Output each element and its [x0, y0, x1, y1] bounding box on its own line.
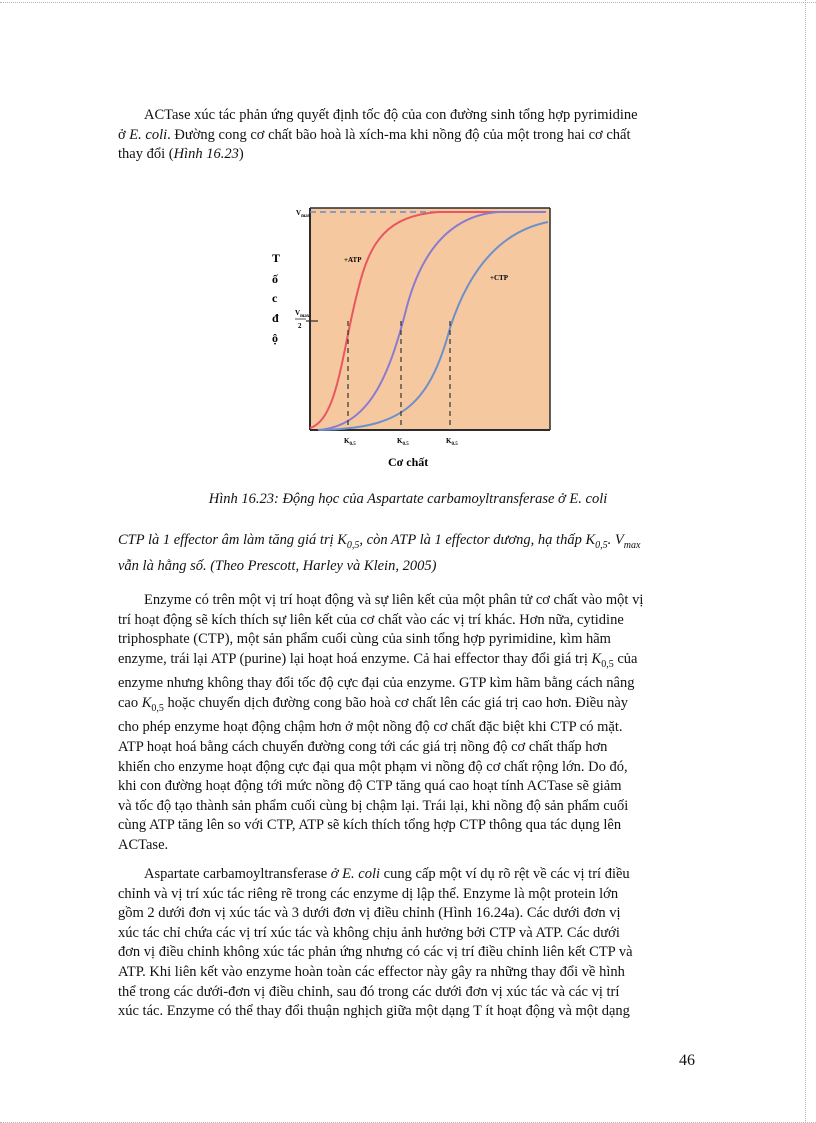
body-paragraph-3: [118, 865, 698, 1022]
p2-line-11: và tốc độ tạo thành sản phẩm cuối cùng bị chậm lại. Trái lại, khi nồng độ sản phẩm cuối: [118, 797, 629, 814]
y-letter-3: c: [272, 291, 278, 305]
intro-paragraph: [118, 106, 698, 165]
p3-line-4: xúc tác chỉ chứa các vị trí xúc tác và không chịu ảnh hưởng bởi CTP và ATP. Các dưới: [118, 924, 620, 941]
p2-line-4: enzyme, trái lại ATP (purine) lại hoạt hoá enzyme. Cả hai effector thay đổi giá trị $K_{0,5}$ của: [118, 650, 638, 670]
half-vmax-numerator: $V_{max}$: [295, 309, 310, 319]
page-number: 46: [679, 1052, 695, 1069]
y-letter-1: T: [272, 251, 281, 265]
figure-note: [118, 530, 698, 576]
k05-atp-label: $K_{0.5}$: [344, 437, 356, 447]
p2-line-13: ACTase.: [118, 836, 169, 853]
x-axis-label: Cơ chất: [388, 455, 429, 469]
y-letter-2: ố: [272, 272, 278, 286]
figure-caption: Hình 16.23: Động học của Aspartate carbamoyltransferase ở E. coli: [208, 491, 608, 507]
p2-line-6: cao $K_{0,5}$ hoặc chuyển dịch đường cong bão hoà cơ chất lên các giá trị cao hơn. Điều này: [118, 694, 628, 714]
intro-line-1: ACTase xúc tác phản ứng quyết định tốc độ của con đường sinh tổng hợp pyrimidine: [144, 107, 638, 123]
p2-line-7: cho phép enzyme hoạt động chậm hơn ở một nồng độ cơ chất đặc biệt khi CTP có mặt.: [118, 719, 623, 736]
body-paragraph-2: [118, 591, 698, 856]
ctp-label: +CTP: [490, 274, 508, 282]
p2-line-1: Enzyme có trên một vị trí hoạt động và sự liên kết của một phân tử cơ chất vào một vị: [144, 592, 644, 608]
p2-line-10: khi con đường hoạt động tới mức nồng độ CTP tăng quá cao hoạt tính ACTase sẽ giảm: [118, 778, 622, 795]
intro-line-3: thay đổi (Hình 16.23): [118, 146, 244, 163]
k05-middle-label: $K_{0.5}$: [397, 437, 409, 447]
figure-note-line-2: vẫn là hằng số. (Theo Prescott, Harley và Klein, 2005): [118, 557, 437, 574]
kinetics-chart: [258, 200, 558, 475]
p2-line-2: trí hoạt động sẽ kích thích sự liên kết của cơ chất vào các vị trí khác. Hơn nữa, cytidine: [118, 611, 624, 628]
p3-line-7: thể trong các dưới-đơn vị điều chỉnh, sau đó trong các dưới đơn vị xúc tác và các vị trí: [118, 983, 620, 1000]
y-letter-4: đ: [272, 311, 279, 325]
p3-line-5: đơn vị điều chỉnh không xúc tác phản ứng nhưng có các vị trí điều chỉnh liên kết CTP và: [118, 944, 633, 961]
p3-line-6: ATP. Khi liên kết vào enzyme hoàn toàn các effector này gây ra những thay đổi về hình: [118, 963, 625, 980]
figure-16-23: [258, 200, 558, 475]
p3-line-3: gồm 2 dưới đơn vị xúc tác và 3 dưới đơn vị điều chỉnh (Hình 16.24a). Các dưới đơn vị: [118, 905, 621, 922]
k05-ctp-label: $K_{0.5}$: [446, 437, 458, 447]
intro-line-2-text: ở E. coli. Đường cong cơ chất bão hoà là xích-ma khi nồng độ của một trong hai cơ chất: [118, 126, 631, 143]
p2-line-9: khiến cho enzyme hoạt động cực đại qua một phạm vi nồng độ cơ chất rộng lớn. Do đó,: [118, 758, 628, 775]
figure-note-line-1: CTP là 1 effector âm làm tăng giá trị $K_{0,5}$, còn ATP là 1 effector dương, hạ thấp $K_{0,5}$. $V_{max}$: [118, 532, 641, 551]
page-right-border: [803, 0, 806, 1123]
p2-line-3: triphosphate (CTP), một sản phẩm cuối cùng của sinh tổng hợp pyrimidine, kìm hãm: [118, 631, 611, 648]
intro-line-2: [118, 126, 698, 146]
p3-line-8: xúc tác. Enzyme có thể thay đổi thuận nghịch giữa một dạng T ít hoạt động và một dạng: [118, 1003, 630, 1020]
plot-background: [310, 208, 550, 430]
p2-line-12: cùng ATP tăng lên so với CTP, ATP sẽ kích thích tổng hợp CTP thông qua tác dụng lên: [118, 817, 622, 834]
p3-line-2: chỉnh và vị trí xúc tác riêng rẽ trong các enzyme dị lập thể. Enzyme là một protein lớn: [118, 885, 619, 902]
p2-line-8: ATP hoạt hoá bằng cách chuyển đường cong tới các giá trị nồng độ cơ chất thấp hơn: [118, 738, 608, 755]
atp-label: +ATP: [344, 256, 362, 264]
y-letter-5: ộ: [272, 331, 278, 345]
page-top-border: [0, 2, 816, 5]
vmax-label: $V_{max}$: [296, 209, 311, 219]
half-vmax-denominator: 2: [298, 322, 302, 330]
p2-line-5: enzyme nhưng không thay đổi tốc độ cực đại của enzyme. GTP kìm hãm bằng cách nâng: [118, 675, 635, 692]
p3-line-1: Aspartate carbamoyltransferase ở E. coli cung cấp một ví dụ rõ rệt về các vị trí điều: [144, 866, 630, 882]
